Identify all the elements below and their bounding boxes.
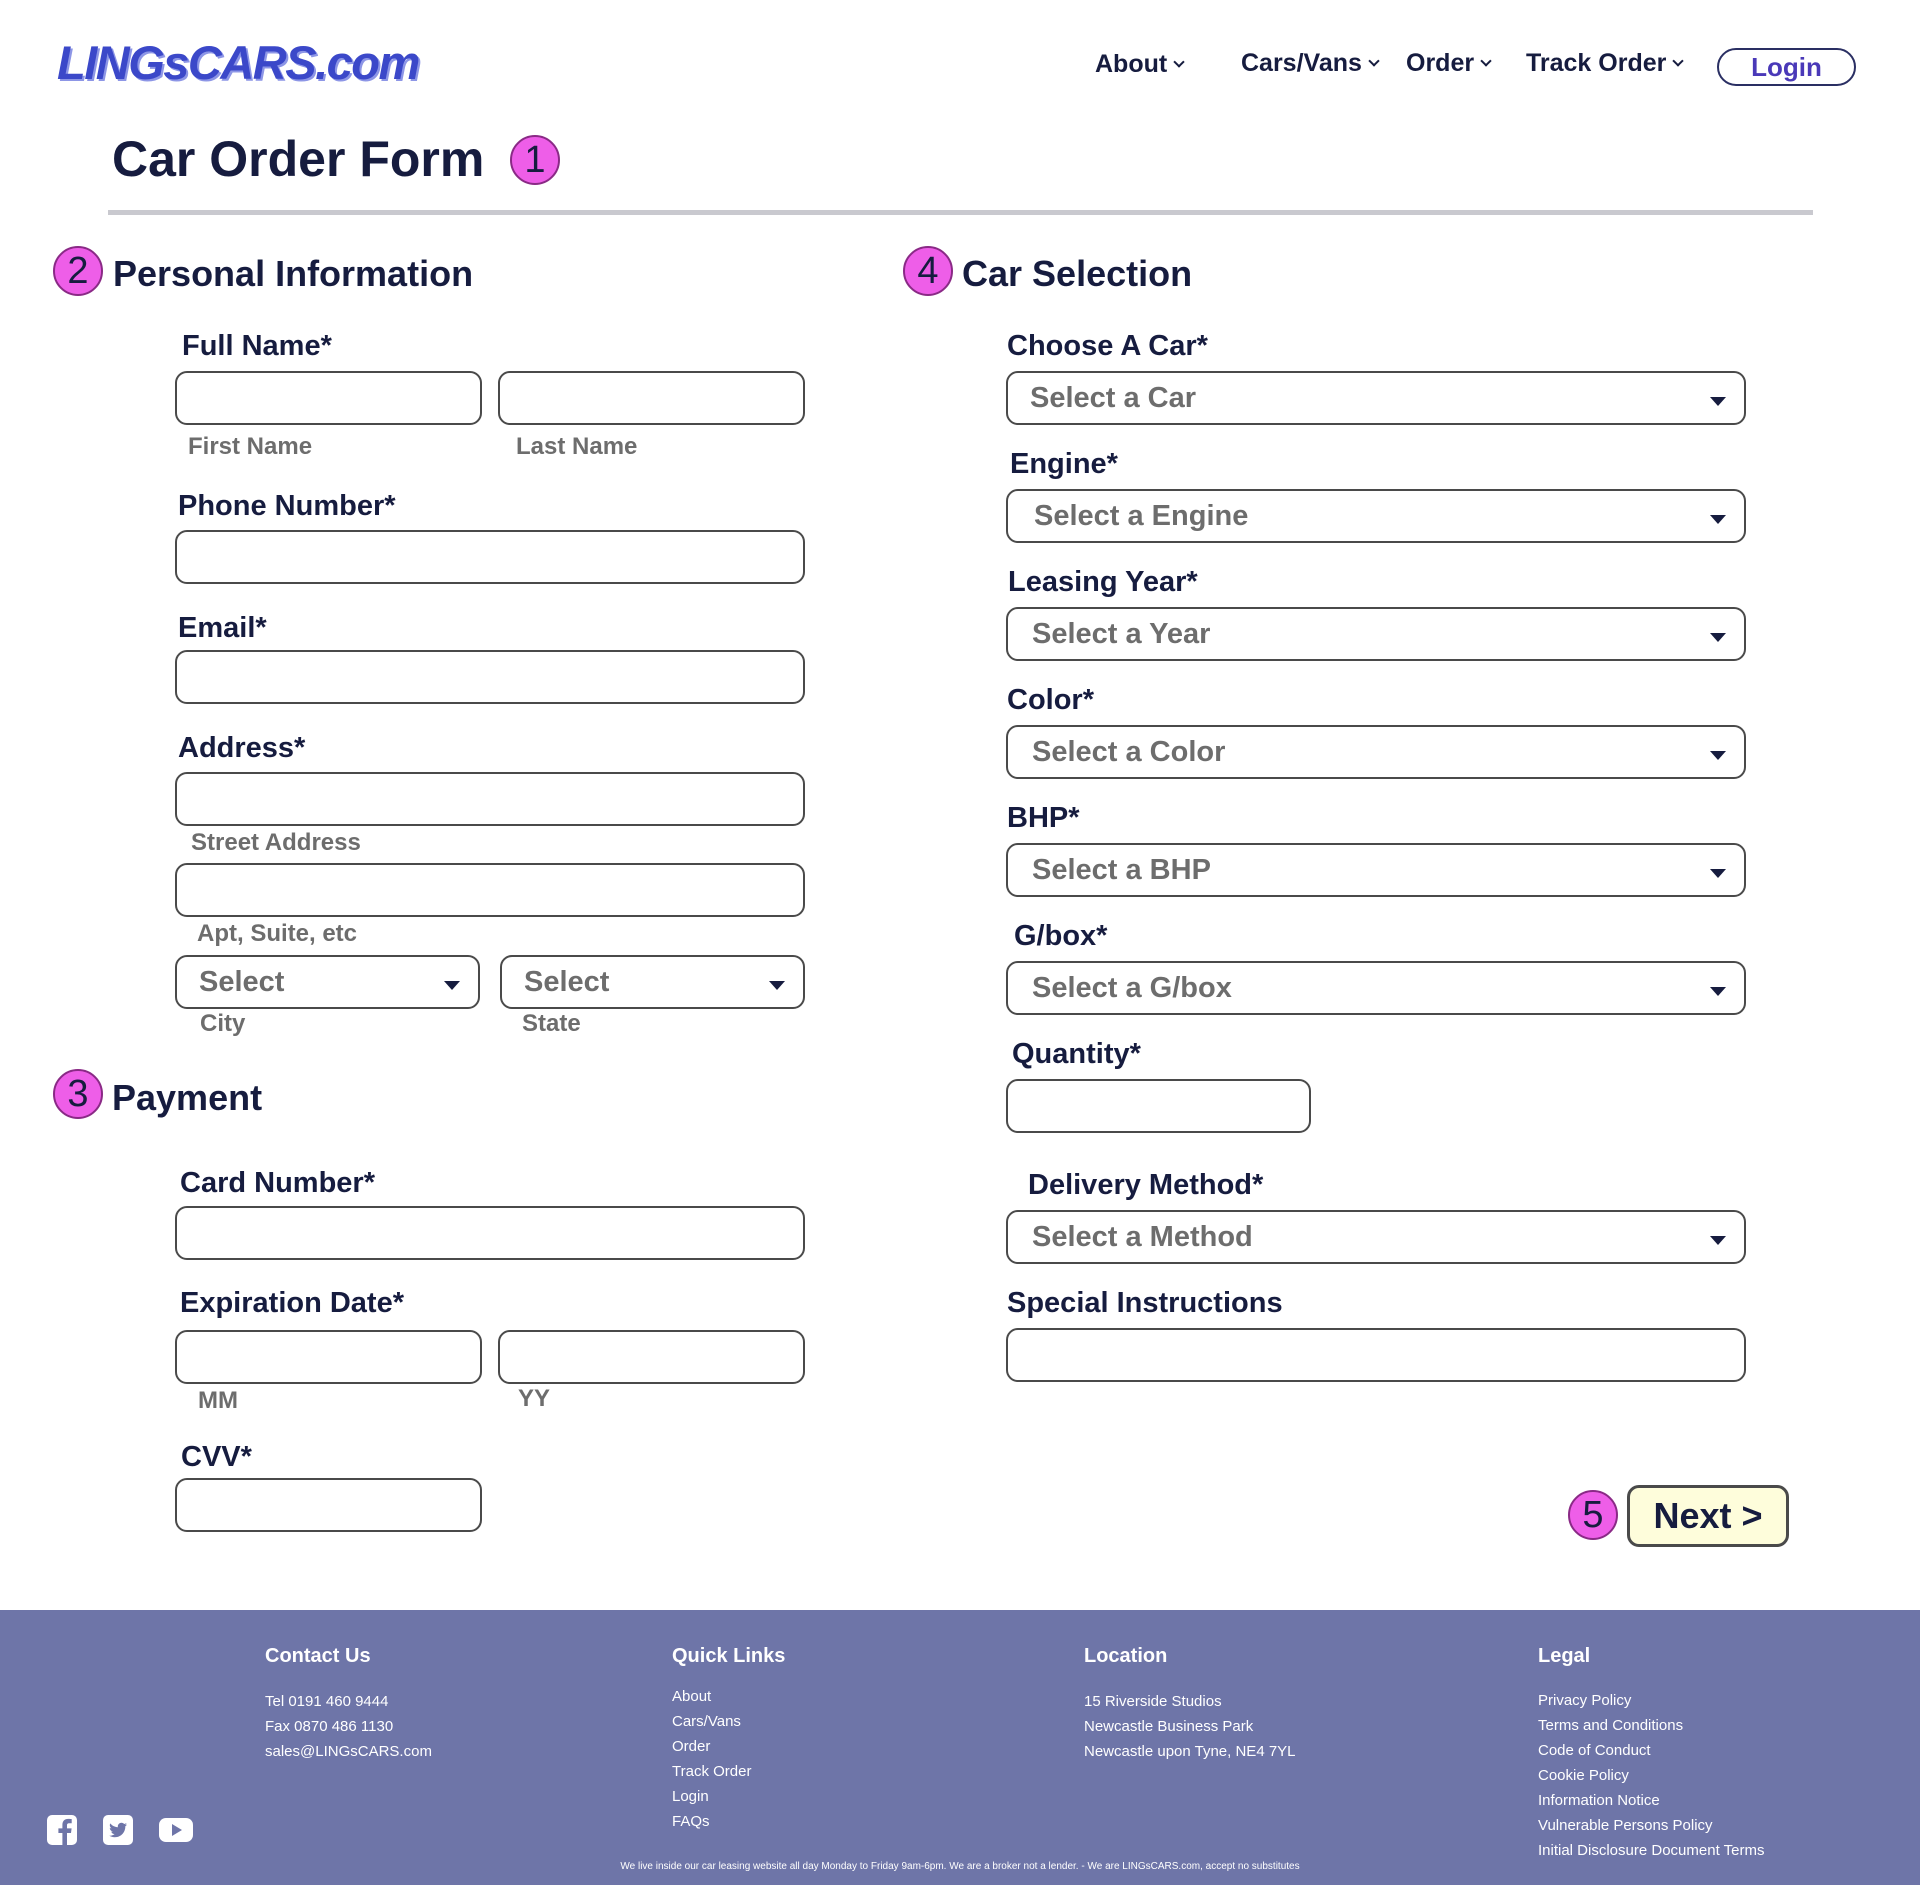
last-name-sublabel: Last Name: [516, 433, 638, 460]
footer-location-line-3: Newcastle upon Tyne, NE4 7YL: [1084, 1743, 1296, 1760]
nav-about-label: About: [1095, 50, 1168, 78]
first-name-sublabel: First Name: [188, 433, 313, 460]
footer-link-terms[interactable]: Terms and Conditions: [1538, 1717, 1684, 1734]
chevron-down-icon: [1673, 55, 1684, 66]
footer-link-cookie[interactable]: Cookie Policy: [1538, 1767, 1629, 1784]
street-address-sublabel: Street Address: [191, 829, 361, 856]
caret-down-icon: [1710, 869, 1726, 878]
step-badge-2: 2: [53, 246, 103, 296]
footer-link-information[interactable]: Information Notice: [1538, 1792, 1660, 1809]
card-number-label: Card Number*: [180, 1167, 375, 1199]
caret-down-icon: [1710, 1236, 1726, 1245]
street-address-input[interactable]: [175, 772, 805, 826]
engine-label: Engine*: [1010, 448, 1118, 480]
cvv-label: CVV*: [181, 1441, 252, 1473]
caret-down-icon: [444, 981, 460, 990]
first-name-input[interactable]: [175, 371, 482, 425]
footer-link-cars-vans[interactable]: Cars/Vans: [672, 1713, 741, 1730]
apt-suite-input[interactable]: [175, 863, 805, 917]
footer-contact-heading: Contact Us: [265, 1645, 371, 1667]
footer-link-track-order[interactable]: Track Order: [672, 1763, 752, 1780]
engine-select-value: Select a Engine: [1034, 499, 1249, 532]
cvv-input[interactable]: [175, 1478, 482, 1532]
chevron-down-icon: [1368, 55, 1379, 66]
footer-location-line-2: Newcastle Business Park: [1084, 1718, 1254, 1735]
exp-month-input[interactable]: [175, 1330, 482, 1384]
step-badge-5: 5: [1568, 1490, 1618, 1540]
delivery-method-select-value: Select a Method: [1032, 1220, 1253, 1253]
chevron-down-icon: [1174, 56, 1185, 67]
email-input[interactable]: [175, 650, 805, 704]
gbox-label: G/box*: [1014, 920, 1108, 952]
engine-select[interactable]: [1006, 489, 1746, 543]
footer-location-heading: Location: [1084, 1645, 1168, 1667]
youtube-icon[interactable]: [158, 1816, 194, 1844]
bhp-select[interactable]: [1006, 843, 1746, 897]
footer-link-about[interactable]: About: [672, 1688, 712, 1705]
full-name-label: Full Name*: [182, 330, 332, 362]
step-badge-4: 4: [903, 246, 953, 296]
nav-track-order-label: Track Order: [1526, 49, 1667, 77]
state-select-value: Select: [524, 965, 610, 998]
site-logo[interactable]: LINGsCARS.com: [57, 36, 419, 89]
footer-contact-fax: Fax 0870 486 1130: [265, 1718, 394, 1735]
quantity-input[interactable]: [1006, 1079, 1311, 1133]
car-selection-heading: Car Selection: [962, 253, 1193, 294]
footer-link-faqs[interactable]: FAQs: [672, 1813, 710, 1830]
footer-link-privacy[interactable]: Privacy Policy: [1538, 1692, 1632, 1709]
color-label: Color*: [1007, 684, 1094, 716]
state-sublabel: State: [522, 1010, 581, 1037]
personal-info-heading: Personal Information: [113, 253, 474, 294]
footer-location-line-1: 15 Riverside Studios: [1084, 1693, 1222, 1710]
footer-link-conduct[interactable]: Code of Conduct: [1538, 1742, 1651, 1759]
nav-cars-vans[interactable]: [1241, 49, 1378, 78]
exp-month-sublabel: MM: [198, 1387, 238, 1414]
bhp-select-value: Select a BHP: [1032, 853, 1211, 886]
caret-down-icon: [1710, 515, 1726, 524]
last-name-input[interactable]: [498, 371, 805, 425]
special-instructions-label: Special Instructions: [1007, 1287, 1283, 1319]
apt-suite-sublabel: Apt, Suite, etc: [197, 920, 358, 947]
quantity-label: Quantity*: [1012, 1038, 1141, 1070]
expiration-label: Expiration Date*: [180, 1287, 404, 1319]
year-select[interactable]: [1006, 607, 1746, 661]
caret-down-icon: [1710, 987, 1726, 996]
color-select[interactable]: [1006, 725, 1746, 779]
nav-order-label: Order: [1406, 49, 1475, 77]
phone-input[interactable]: [175, 530, 805, 584]
city-select[interactable]: [175, 955, 480, 1009]
email-label: Email*: [178, 612, 267, 644]
car-select-value: Select a Car: [1030, 381, 1197, 414]
delivery-method-label: Delivery Method*: [1028, 1169, 1264, 1201]
delivery-method-select[interactable]: [1006, 1210, 1746, 1264]
nav-about[interactable]: [1095, 50, 1183, 79]
step-badge-1: 1: [510, 135, 560, 185]
year-select-value: Select a Year: [1032, 617, 1211, 650]
nav-order[interactable]: [1406, 49, 1490, 78]
caret-down-icon: [1710, 397, 1726, 406]
bhp-label: BHP*: [1007, 802, 1080, 834]
step-badge-3: 3: [53, 1069, 103, 1119]
payment-heading: Payment: [112, 1077, 263, 1118]
footer-contact-email[interactable]: sales@LINGsCARS.com: [265, 1743, 432, 1760]
caret-down-icon: [1710, 633, 1726, 642]
footer-link-login[interactable]: Login: [672, 1788, 709, 1805]
special-instructions-input[interactable]: [1006, 1328, 1746, 1382]
gbox-select-value: Select a G/box: [1032, 971, 1232, 1004]
twitter-icon[interactable]: [102, 1814, 134, 1846]
phone-label: Phone Number*: [178, 490, 396, 522]
exp-year-input[interactable]: [498, 1330, 805, 1384]
footer-link-disclosure[interactable]: Initial Disclosure Document Terms: [1538, 1842, 1765, 1859]
caret-down-icon: [1710, 751, 1726, 760]
color-select-value: Select a Color: [1032, 735, 1226, 768]
footer-legal-heading: Legal: [1538, 1645, 1591, 1667]
footer-contact-tel: Tel 0191 460 9444: [265, 1693, 389, 1710]
leasing-year-label: Leasing Year*: [1008, 566, 1198, 598]
chevron-down-icon: [1480, 55, 1491, 66]
gbox-select[interactable]: [1006, 961, 1746, 1015]
title-divider: [108, 210, 1813, 215]
card-number-input[interactable]: [175, 1206, 805, 1260]
footer-tagline: We live inside our car leasing website all day Monday to Friday 9am-6pm. We are a broker not a lender. - We are LINGsCARS.com, accept no substitutes: [620, 1861, 1300, 1872]
caret-down-icon: [769, 981, 785, 990]
address-label: Address*: [178, 732, 306, 764]
city-select-value: Select: [199, 965, 285, 998]
page-title: Car Order Form: [112, 131, 485, 187]
car-select[interactable]: [1006, 371, 1746, 425]
city-sublabel: City: [200, 1010, 246, 1037]
next-button[interactable]: Next >: [1627, 1485, 1789, 1547]
exp-year-sublabel: YY: [518, 1385, 551, 1412]
footer-quicklinks-heading: Quick Links: [672, 1645, 786, 1667]
footer-link-order[interactable]: Order: [672, 1738, 711, 1755]
choose-car-label: Choose A Car*: [1007, 330, 1208, 362]
login-button[interactable]: Login: [1717, 48, 1856, 86]
state-select[interactable]: [500, 955, 805, 1009]
nav-cars-vans-label: Cars/Vans: [1241, 49, 1362, 77]
nav-track-order[interactable]: [1526, 49, 1682, 78]
facebook-icon[interactable]: [46, 1814, 78, 1846]
footer-link-vulnerable[interactable]: Vulnerable Persons Policy: [1538, 1817, 1713, 1834]
